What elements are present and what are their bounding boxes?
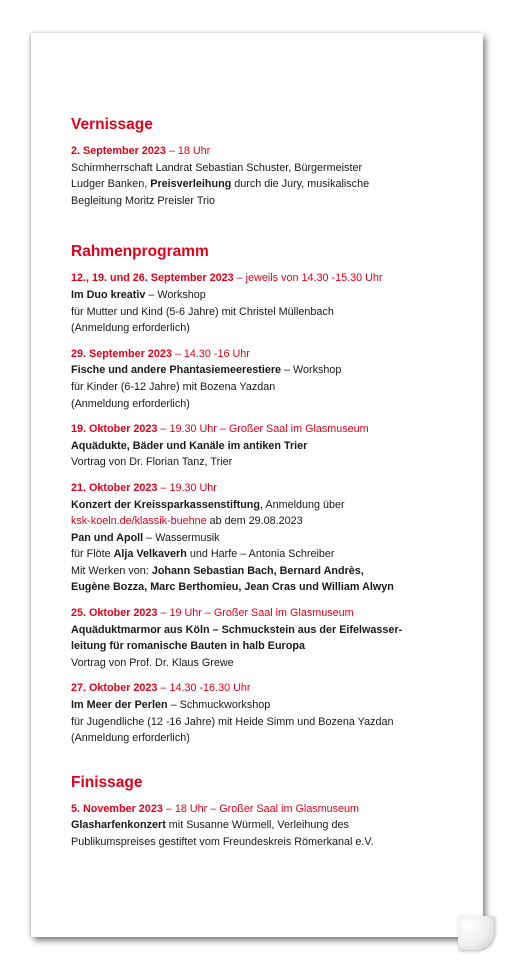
event-date: 27. Oktober 2023 – 14.30 -16.30 Uhr (71, 682, 251, 695)
event-title: Glasharfenkonzert mit Susanne Würmell, Verleihung des (71, 819, 349, 832)
event-title: Im Duo kreativ – Workshop (71, 288, 206, 301)
event-date: 21. Oktober 2023 – 19.30 Uhr (71, 481, 217, 494)
event-fische (71, 346, 476, 412)
event-aquaedukte (71, 421, 476, 471)
event-text: Begleitung Moritz Preisler Trio (71, 194, 216, 207)
event-date: 2. September 2023 – 18 Uhr (71, 145, 211, 157)
event-date: 29. September 2023 – 14.30 -16 Uhr (71, 347, 250, 360)
vernissage-heading: Vernissage (71, 116, 153, 133)
event-text: für Jugendliche (12 -16 Jahre) mit Heide Simm und Bozena Yazdan (71, 715, 394, 728)
event-duo-kreativ (71, 270, 476, 336)
event-text: Ludger Banken, Preisverleihung durch die Jury, musikalische (71, 178, 370, 191)
event-text: Publikumspreises gestiftet vom Freundeskreis Römerkanal e.V. (71, 836, 374, 848)
event-title: Aquädukte, Bäder und Kanäle im antiken Trier (71, 439, 308, 452)
event-title: Aquäduktmarmor aus Köln – Schmuckstein aus der Eifelwasser- (71, 623, 403, 636)
event-text: für Mutter und Kind (5-6 Jahre) mit Christel Müllenbach (71, 305, 334, 318)
event-date: 12., 19. und 26. September 2023 – jeweils von 14.30 -15.30 Uhr (71, 272, 383, 285)
page-curl (458, 916, 494, 950)
registration-link[interactable]: ksk-koeln.de/klassik-buehne (71, 515, 207, 528)
event-text: für Flöte Alja Velkaverh und Harfe – Antonia Schreiber (71, 548, 335, 561)
event-text: (Anmeldung erforderlich) (71, 322, 190, 335)
event-title: Im Meer der Perlen – Schmuckworkshop (71, 699, 271, 712)
event-text: ksk-koeln.de/klassik-buehne ab dem 29.08.2023 (71, 515, 303, 528)
event-text: Vortrag von Dr. Florian Tanz, Trier (71, 456, 233, 469)
program-content (71, 115, 476, 860)
rahmenprogramm-heading: Rahmenprogramm (71, 243, 209, 261)
event-text: Schirmherrschaft Landrat Sebastian Schuster, Bürgermeister (71, 161, 363, 174)
event-text: Mit Werken von: Johann Sebastian Bach, Bernard Andrès, (71, 564, 364, 577)
brochure-page (31, 33, 483, 937)
event-konzert (71, 480, 476, 596)
event-subtitle: Pan und Apoll – Wassermusik (71, 531, 220, 544)
event-date: 25. Oktober 2023 – 19 Uhr – Großer Saal im Glasmuseum (71, 607, 354, 620)
event-text: Vortrag von Prof. Dr. Klaus Grewe (71, 656, 234, 669)
vernissage-event (71, 143, 476, 209)
event-meer-der-perlen (71, 680, 476, 746)
event-date: 19. Oktober 2023 – 19.30 Uhr – Großer Saal im Glasmuseum (71, 423, 369, 436)
event-text: (Anmeldung erforderlich) (71, 732, 190, 745)
finissage-heading: Finissage (71, 773, 143, 791)
event-text: für Kinder (6-12 Jahre) mit Bozena Yazdan (71, 380, 276, 393)
event-text: (Anmeldung erforderlich) (71, 397, 190, 410)
event-aquaeduktmarmor (71, 605, 476, 671)
finissage-event (71, 801, 476, 851)
event-title: leitung für romanische Bauten in halb Europa (71, 640, 305, 653)
event-title: Fische und andere Phantasiemeerestiere – Workshop (71, 364, 342, 377)
event-title: Konzert der Kreissparkassenstiftung, Anmeldung über (71, 498, 345, 511)
event-date: 5. November 2023 – 18 Uhr – Großer Saal im Glasmuseum (71, 802, 360, 815)
event-text: Eugène Bozza, Marc Berthomieu, Jean Cras und William Alwyn (71, 581, 394, 594)
